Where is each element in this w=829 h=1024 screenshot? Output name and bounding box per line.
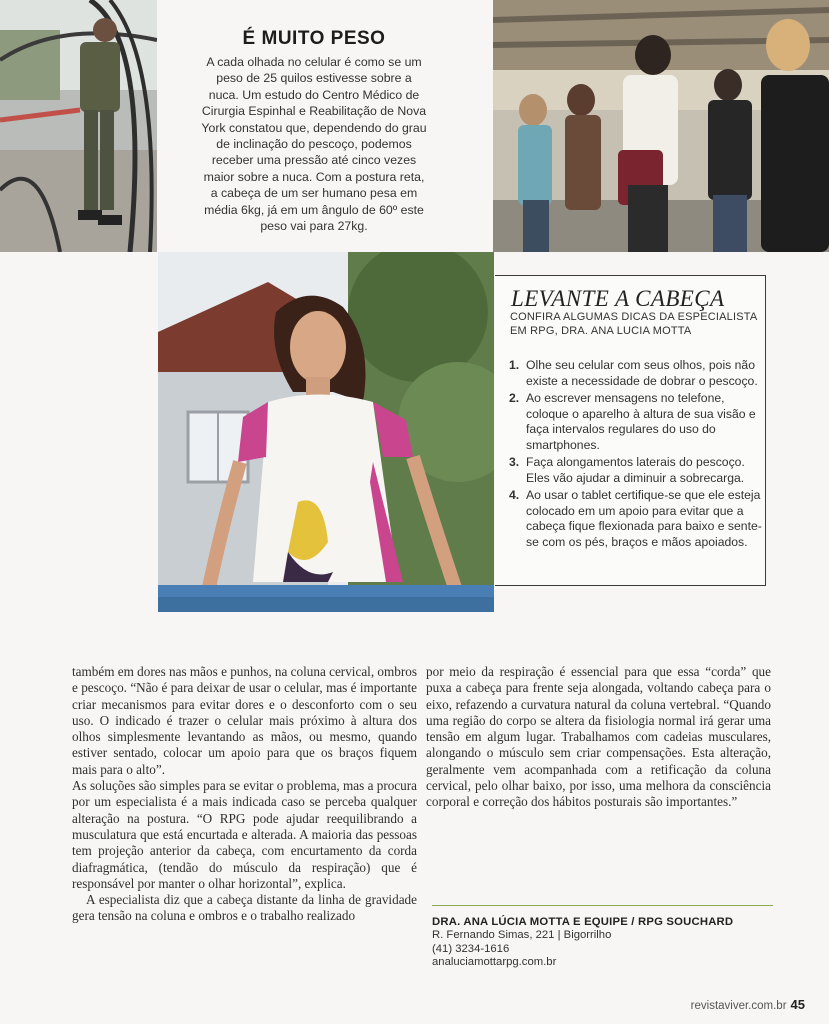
article-paragraph: também em dores nas mãos e punhos, na coluna cervical, ombros e pescoço. “Não é para deixar de usar o celular, mas é importante criar mecanismos para evitar dores e o desconforto com o seu uso. O indicado é trazer o celular mais próximo à altura dos olhos simplesmente levantando as mãos, ou mesmo, quando estiver sentado, colocar um apoio para que os braços fiquem mais para o alto”. bbox=[72, 664, 417, 777]
photo-soldier-bus-stop bbox=[0, 0, 157, 252]
article-paragraph: As soluções são simples para se evitar o problema, mas a procura por um especialista é a mais indicada caso se perceba qualquer alteração na postura. “O RPG pode ajudar reequilibrando a musculatura que está encurtada e alterada. A maioria das pessoas tem projeção anterior da cabeça, com encurtamento da corda diafragmática, (tendão do músculo da respiração) que é responsável por manter o olhar horizontal”, explica. bbox=[72, 778, 417, 891]
tip-number: 1. bbox=[509, 358, 520, 372]
tip-item bbox=[509, 391, 763, 453]
tip-text: Ao escrever mensagens no telefone, coloque o aparelho à altura de sua visão e faça intervalos regulares do uso do smartphones. bbox=[526, 391, 756, 452]
tip-number: 4. bbox=[509, 488, 520, 502]
contact-name: DRA. ANA LÚCIA MOTTA E EQUIPE / RPG SOUCHARD bbox=[432, 916, 734, 928]
article-paragraph: A especialista diz que a cabeça distante da linha de gravidade gera tensão na coluna e ombros e o trabalho realizado bbox=[72, 892, 417, 924]
article-column-right bbox=[426, 664, 771, 811]
tip-text: Olhe seu celular com seus olhos, pois não existe a necessidade de dobrar o pescoço. bbox=[526, 358, 758, 388]
tip-item bbox=[509, 455, 763, 486]
muito-peso-box bbox=[200, 28, 428, 234]
tips-list bbox=[509, 358, 763, 552]
contact-box bbox=[432, 908, 777, 970]
footer-site[interactable]: revistaviver.com.br bbox=[690, 1000, 787, 1012]
contact-phone: (41) 3234-1616 bbox=[432, 942, 510, 955]
contact-address: R. Fernando Simas, 221 | Bigorrilho bbox=[432, 929, 612, 941]
tip-number: 2. bbox=[509, 391, 520, 405]
photo-people-phones-station bbox=[493, 0, 829, 252]
contact-divider bbox=[432, 905, 773, 906]
tips-headline: LEVANTE A CABEÇA bbox=[511, 286, 725, 311]
article-column-left bbox=[72, 664, 417, 925]
tips-box bbox=[495, 275, 766, 586]
tip-number: 3. bbox=[509, 455, 520, 469]
photo-specialist-portrait bbox=[158, 252, 494, 612]
page-footer bbox=[691, 997, 805, 1012]
tip-text: Faça alongamentos laterais do pescoço. Eles vão ajudar a diminuir a sobrecarga. bbox=[526, 455, 745, 485]
tips-subhead: CONFIRA ALGUMAS DICAS DA ESPECIALISTA EM RPG, DRA. ANA LUCIA MOTTA bbox=[510, 311, 757, 337]
tip-text: Ao usar o tablet certifique-se que ele esteja colocado em um apoio para evitar que a cabeça fique flexionada para baixo e sente-se com os pés, braços e mãos apoiados. bbox=[526, 488, 762, 549]
muito-peso-title: É MUITO PESO bbox=[242, 28, 386, 49]
muito-peso-text: A cada olhada no celular é como se um peso de 25 quilos estivesse sobre a nuca. Um estudo do Centro Médico de Cirurgia Espinhal e Reabilitação de Nova York constatou que, dependendo do grau de inclinação do pescoço, podemos receber uma pressão até cinco vezes maior sobre a nuca. Com a postura reta, a cabeça de um ser humano pesa em média 6kg, já em um ângulo de 60º este peso vai para 27kg. bbox=[201, 55, 427, 234]
article-paragraph: por meio da respiração é essencial para que essa “corda” que puxa a cabeça para frente seja alongada, voltando cabeça para o eixo, refazendo a curvatura natural da coluna vertebral. “Quando uma região do corpo se altera da fisiologia normal irá gerar uma tensão em algum lugar. Trabalhamos com cadeias musculares, alongando o músculo sem criar compensações. Esta alteração, geralmente vem acompanhada com a retificação da coluna cervical, pelo olhar baixo, por isso, uma melhora da consciência corporal e correção dos hábitos posturais são importantes.” bbox=[426, 664, 771, 810]
contact-website[interactable]: analuciamottarpg.com.br bbox=[432, 956, 557, 968]
tip-item bbox=[509, 358, 763, 389]
tip-item bbox=[509, 488, 763, 550]
page-number: 45 bbox=[790, 997, 805, 1012]
